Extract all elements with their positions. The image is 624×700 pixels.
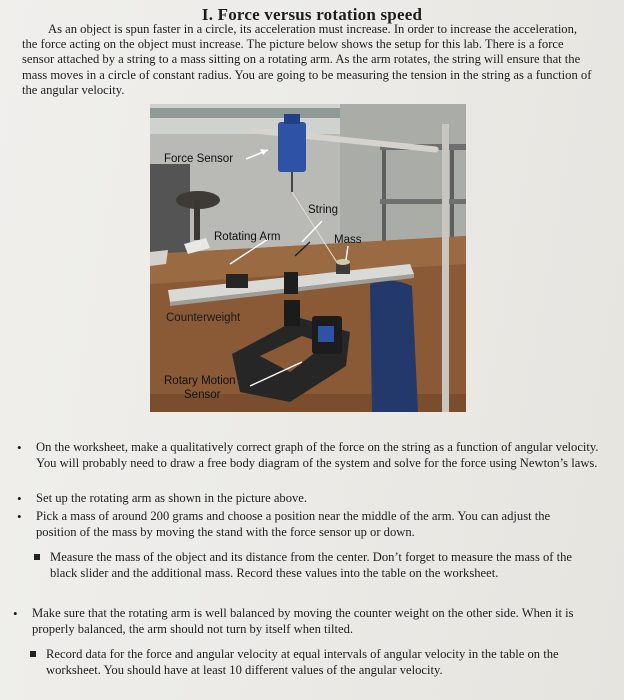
lab-setup-photo (150, 104, 466, 412)
list-item (13, 606, 612, 637)
intro-paragraph: As an object is spun faster in a circle, its acceleration must increase. In order to increase the acceleration, the force acting on the object must increase. The picture below shows the setup for this lab. There is a force sensor attached by a string to a mass sitting on a rotating arm. As the arm rotates, the string will ensure that the mass moves in a circle of constant radius. You are going to be measuring the tension in the string as a function of the angular velocity. (22, 22, 592, 97)
photo-label-force-sensor: Force Sensor (164, 153, 234, 165)
list-item-text: Pick a mass of around 200 grams and choose a position near the middle of the arm. You can adjust the position of the mass by moving the stand with the force sensor up or down. (36, 509, 551, 539)
photo-label-counterweight: Counterweight (166, 312, 241, 324)
list-item (17, 440, 606, 471)
list-item-text: Record data for the force and angular velocity at equal intervals of angular velocity in the table on the worksheet. You should have at least 10 different values of the angular velocity. (46, 647, 559, 677)
lab-photo-illustration (150, 104, 466, 412)
bullet-dot-icon: • (17, 509, 22, 524)
bullet-dot-icon: • (17, 440, 22, 455)
photo-label-sensor: Sensor (184, 389, 221, 401)
bullet-square-icon (30, 651, 36, 657)
list-item (50, 550, 595, 581)
list-item-text: Measure the mass of the object and its distance from the center. Don’t forget to measure the mass of the black slider and the additional mass. Record these values into the table on the worksheet. (50, 550, 573, 580)
list-item (46, 647, 616, 678)
bullet-dot-icon: • (13, 606, 18, 621)
photo-label-string: String (308, 204, 339, 216)
photo-label-rotating-arm: Rotating Arm (214, 231, 281, 243)
photo-label-mass: Mass (334, 234, 362, 246)
bullet-square-icon (34, 554, 40, 560)
list-item-text: On the worksheet, make a qualitatively correct graph of the force on the string as a function of angular velocity. You will probably need to draw a free body diagram of the system and solve for the force using Newton’s laws. (36, 440, 599, 470)
photo-label-rotary-motion: Rotary Motion (164, 375, 236, 387)
list-item (17, 491, 606, 507)
list-item-text: Make sure that the rotating arm is well balanced by moving the counter weight on the other side. When it is properly balanced, the arm should not turn by itself when tilted. (32, 606, 574, 636)
bullet-dot-icon: • (17, 491, 22, 506)
list-item (17, 509, 588, 540)
section-heading: I. Force versus rotation speed (201, 5, 423, 24)
list-item-text: Set up the rotating arm as shown in the picture above. (36, 491, 308, 505)
